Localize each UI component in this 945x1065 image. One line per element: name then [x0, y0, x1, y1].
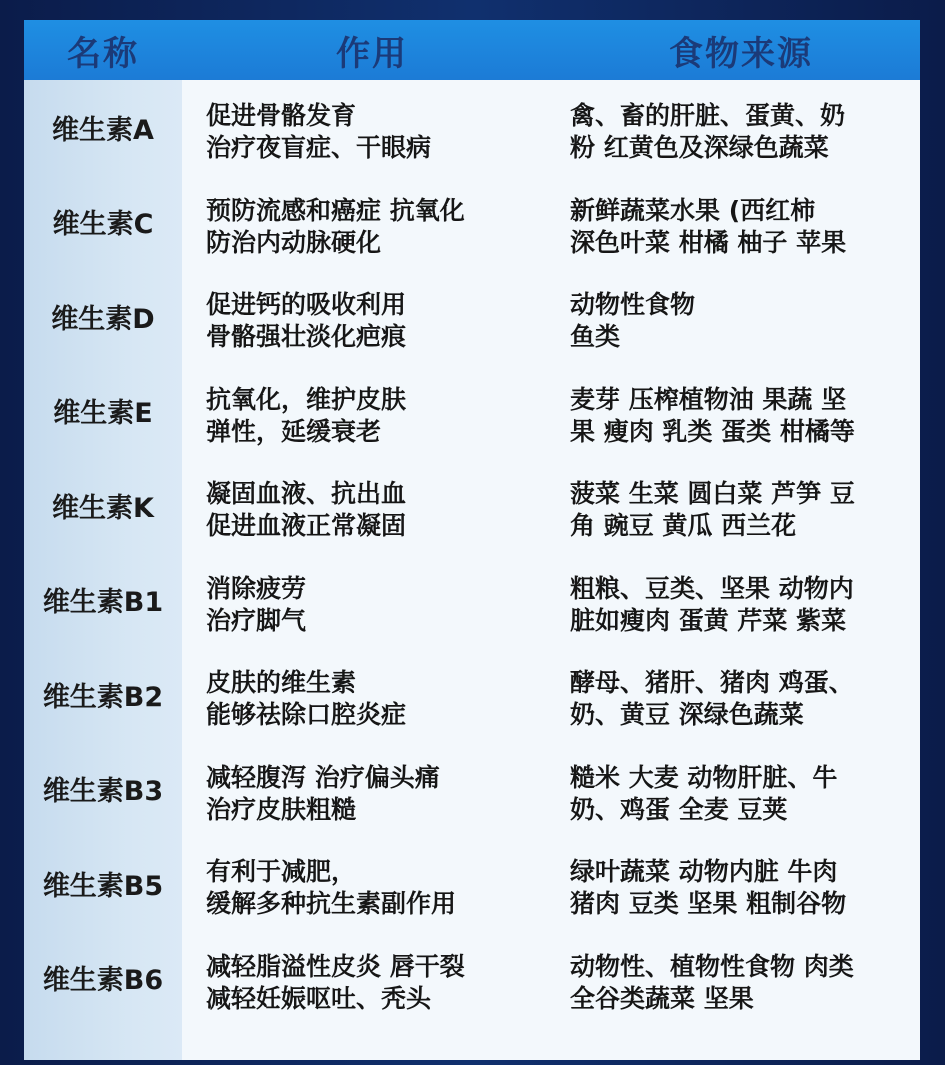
table-row — [24, 836, 920, 931]
vitamin-name: 维生素B5 — [42, 870, 164, 902]
effect-line: 抗氧化，维护皮肤 — [206, 384, 407, 414]
effect-line: 预防流感和癌症 抗氧化 — [206, 195, 465, 225]
food-cell — [570, 478, 855, 542]
vitamin-name: 维生素B1 — [42, 587, 164, 619]
food-line: 鱼类 — [570, 322, 621, 351]
effect-line: 骨骼强壮淡化疤痕 — [206, 322, 407, 351]
effect-line: 促进血液正常凝固 — [206, 511, 407, 540]
effect-line: 缓解多种抗生素副作用 — [206, 889, 457, 918]
effect-cell — [206, 762, 440, 826]
vitamin-name: 维生素E — [53, 398, 153, 430]
food-line: 脏如瘦肉 蛋黄 芹菜 紫菜 — [570, 605, 847, 635]
food-cell — [570, 195, 846, 259]
effect-cell — [206, 195, 465, 259]
effect-cell — [206, 289, 406, 353]
table-row — [24, 364, 920, 459]
table-row — [24, 80, 920, 175]
effect-line: 能够祛除口腔炎症 — [206, 700, 407, 729]
food-line: 糙米 大麦 动物肝脏、牛 — [570, 762, 838, 792]
food-cell — [570, 384, 855, 448]
food-cell — [570, 667, 854, 731]
effect-cell — [206, 100, 431, 164]
header-food: 食物来源 — [669, 33, 813, 74]
vitamin-name: 维生素A — [52, 114, 154, 146]
table-row — [24, 742, 920, 837]
food-line: 深色叶菜 柑橘 柚子 苹果 — [570, 227, 847, 257]
food-cell — [570, 289, 695, 353]
effect-line: 皮肤的维生素 — [206, 668, 357, 697]
effect-line: 减轻腹泻 治疗偏头痛 — [206, 762, 440, 792]
effect-line: 防治内动脉硬化 — [206, 227, 382, 257]
vitamin-name: 维生素D — [51, 303, 155, 335]
vitamin-name: 维生素B6 — [42, 965, 164, 997]
effect-line: 减轻脂溢性皮炎 唇干裂 — [206, 951, 465, 981]
table-row — [24, 175, 920, 270]
header-name: 名称 — [67, 33, 139, 74]
food-line: 粉 红黄色及深绿色蔬菜 — [570, 133, 829, 162]
effect-cell — [206, 951, 465, 1015]
effect-line: 弹性，延缓衰老 — [206, 416, 382, 446]
vitamin-table — [24, 20, 920, 1060]
header-effect: 作用 — [336, 33, 408, 74]
food-line: 绿叶蔬菜 动物内脏 牛肉 — [570, 857, 838, 886]
effect-cell — [206, 384, 406, 448]
effect-line: 消除疲劳 — [206, 573, 307, 603]
effect-line: 治疗皮肤粗糙 — [206, 794, 357, 824]
food-line: 动物性食物 — [570, 290, 696, 319]
food-cell — [570, 100, 845, 164]
vitamin-name: 维生素K — [52, 492, 154, 524]
food-line: 粗粮、豆类、坚果 动物内 — [570, 573, 854, 603]
effect-line: 凝固血液、抗出血 — [206, 479, 407, 508]
food-line: 麦芽 压榨植物油 果蔬 坚 — [570, 384, 847, 414]
food-cell — [570, 951, 854, 1015]
table-header — [24, 20, 920, 80]
table-row — [24, 553, 920, 648]
food-line: 菠菜 生菜 圆白菜 芦笋 豆 — [570, 479, 855, 508]
table-row — [24, 458, 920, 553]
food-line: 果 瘦肉 乳类 蛋类 柑橘等 — [570, 416, 855, 446]
food-line: 奶、黄豆 深绿色蔬菜 — [570, 700, 804, 729]
vitamin-name: 维生素B3 — [42, 776, 164, 808]
food-cell — [570, 573, 854, 637]
table-row — [24, 931, 920, 1026]
table-row — [24, 269, 920, 364]
food-line: 角 豌豆 黄瓜 西兰花 — [570, 511, 797, 540]
food-line: 禽、畜的肝脏、蛋黄、奶 — [570, 101, 846, 130]
food-line: 酵母、猪肝、猪肉 鸡蛋、 — [570, 668, 854, 697]
effect-line: 减轻妊娠呕吐、秃头 — [206, 983, 432, 1013]
food-line: 新鲜蔬菜水果 (西红柿 — [570, 195, 816, 225]
food-line: 猪肉 豆类 坚果 粗制谷物 — [570, 889, 847, 918]
table-body — [24, 80, 920, 1025]
effect-cell — [206, 856, 456, 920]
effect-line: 促进骨骼发育 — [206, 101, 357, 130]
effect-cell — [206, 573, 306, 637]
food-cell — [570, 762, 837, 826]
vitamin-name: 维生素C — [52, 209, 154, 241]
effect-line: 有利于减肥， — [206, 857, 357, 886]
effect-line: 治疗脚气 — [206, 605, 307, 635]
vitamin-name: 维生素B2 — [42, 681, 164, 713]
food-cell — [570, 856, 846, 920]
food-line: 全谷类蔬菜 坚果 — [570, 983, 754, 1013]
table-row — [24, 647, 920, 742]
effect-line: 促进钙的吸收利用 — [206, 290, 407, 319]
effect-cell — [206, 478, 406, 542]
food-line: 动物性、植物性食物 肉类 — [570, 951, 854, 981]
effect-line: 治疗夜盲症、干眼病 — [206, 133, 432, 162]
effect-cell — [206, 667, 406, 731]
food-line: 奶、鸡蛋 全麦 豆荚 — [570, 794, 788, 824]
